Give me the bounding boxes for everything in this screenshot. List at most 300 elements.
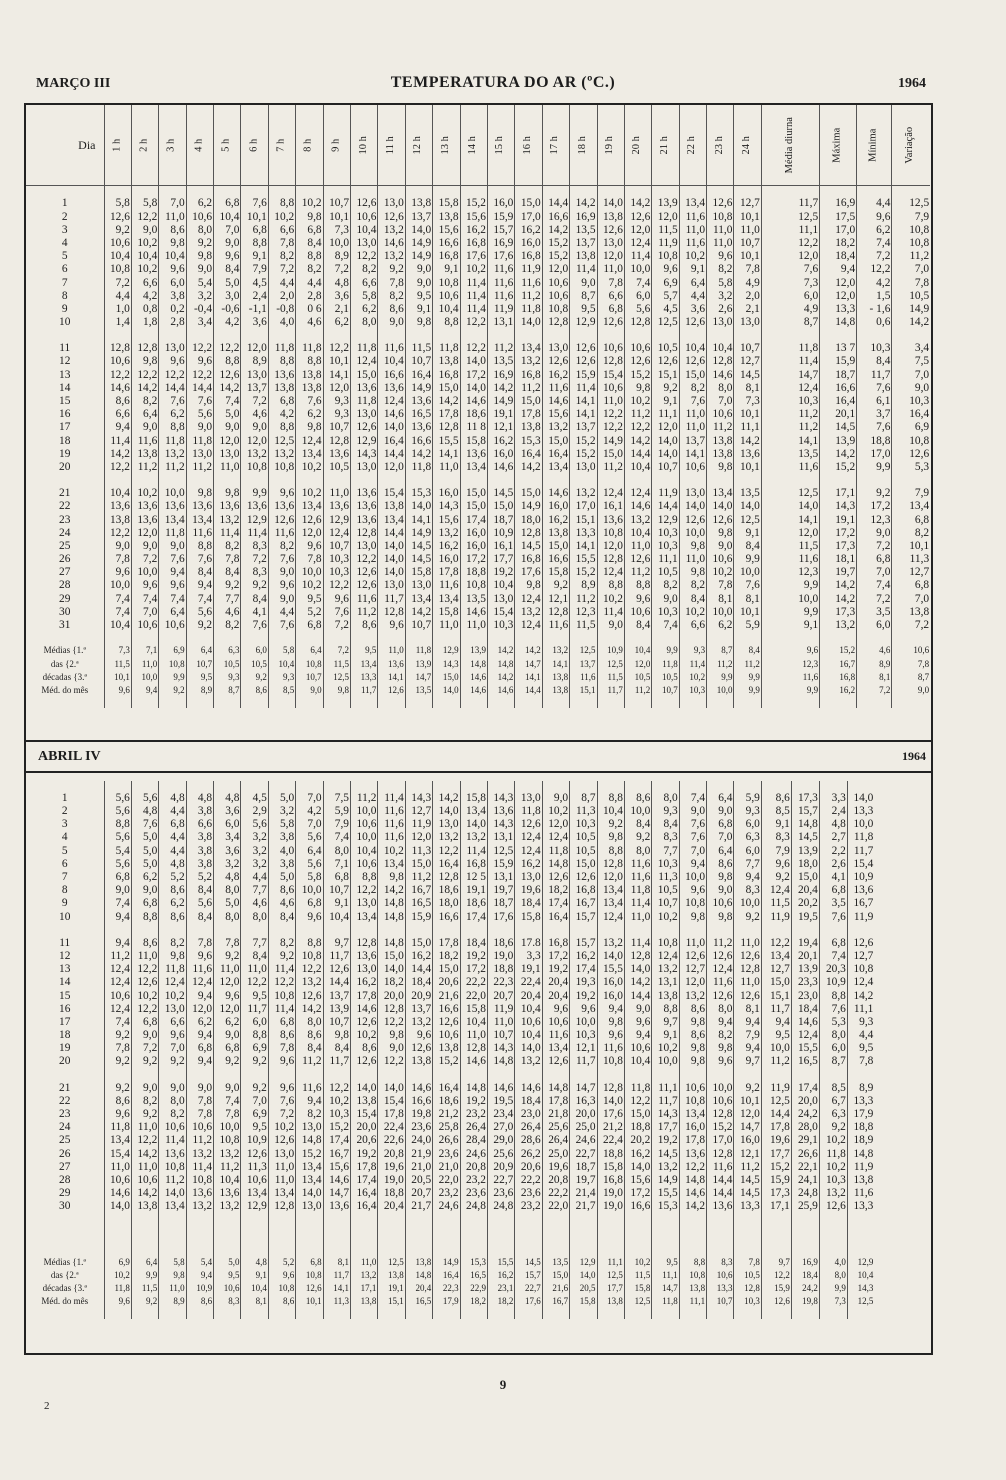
- value-cell: 6,2: [296, 408, 323, 421]
- spacer-cell: [707, 1069, 734, 1082]
- value-cell: 7,6: [268, 1095, 295, 1108]
- average-cell: 10,7: [652, 684, 679, 697]
- value-cell: 10,4: [159, 250, 186, 263]
- value-cell: 10,4: [515, 1029, 542, 1042]
- value-cell: 7,7: [214, 593, 241, 606]
- day-cell: 21: [59, 487, 71, 500]
- value-cell: 15,3: [652, 1200, 679, 1213]
- spacer-cell: [433, 1214, 460, 1256]
- average-cell: 13,8: [542, 684, 569, 697]
- value-cell: 13,3: [847, 805, 874, 818]
- value-cell: 7,4: [131, 593, 158, 606]
- average-cell: 10,5: [241, 658, 268, 671]
- spacer-cell: [104, 1069, 131, 1082]
- value-cell: 9,4: [104, 422, 131, 435]
- value-cell: 7,2: [241, 395, 268, 408]
- value-cell: 6,8: [892, 514, 930, 527]
- value-cell: 8,7: [819, 1056, 847, 1069]
- value-cell: 6,8: [214, 198, 241, 211]
- value-cell: 17,4: [460, 911, 487, 924]
- column-header: [296, 105, 323, 186]
- value-cell: 7,4: [624, 277, 651, 290]
- value-cell: 17,2: [624, 1187, 651, 1200]
- value-cell: 10,6: [159, 619, 186, 632]
- value-cell: 3,2: [241, 858, 268, 871]
- value-cell: 3,7: [857, 408, 892, 421]
- value-cell: 14,2: [131, 382, 158, 395]
- value-cell: 2,8: [296, 290, 323, 303]
- value-cell: 11,9: [487, 1003, 514, 1016]
- table-row: [26, 1187, 874, 1200]
- day-cell: 12: [59, 355, 71, 368]
- value-cell: 18,4: [515, 1095, 542, 1108]
- average-cell: 16,9: [791, 1256, 819, 1269]
- value-cell: 14,1: [433, 448, 460, 461]
- table-row: [26, 198, 930, 211]
- header-row: [26, 105, 930, 186]
- value-cell: 10,4: [597, 805, 624, 818]
- value-cell: 9,4: [820, 263, 857, 276]
- column-header-label: 1 h: [110, 138, 122, 152]
- value-cell: 7,3: [734, 395, 761, 408]
- value-cell: 3,6: [679, 303, 706, 316]
- average-cell: 24,2: [791, 1282, 819, 1295]
- value-cell: 16,8: [433, 250, 460, 263]
- spacer-cell: [351, 1214, 378, 1256]
- spacer-cell: [570, 781, 597, 792]
- spacer-cell: [515, 1214, 542, 1256]
- value-cell: 3,3: [819, 792, 847, 805]
- value-cell: 4,4: [241, 871, 268, 884]
- table-row: [26, 606, 930, 619]
- value-cell: 14,0: [679, 500, 706, 513]
- value-cell: 10,6: [624, 1042, 651, 1055]
- value-cell: 12,8: [433, 422, 460, 435]
- value-cell: 11,6: [707, 1161, 734, 1174]
- value-cell: 8,2: [679, 382, 706, 395]
- spacer-cell: [819, 1069, 847, 1082]
- value-cell: 19,1: [820, 514, 857, 527]
- value-cell: 12,5: [268, 435, 295, 448]
- value-cell: 12,0: [405, 832, 432, 845]
- value-cell: 20,4: [542, 976, 569, 989]
- value-cell: 14,5: [734, 369, 761, 382]
- average-cell: 8,7: [892, 671, 930, 684]
- value-cell: 19,6: [542, 1161, 569, 1174]
- value-cell: 0,6: [857, 316, 892, 329]
- spacer-cell: [26, 474, 104, 487]
- value-cell: 7,6: [734, 580, 761, 593]
- value-cell: 13,8: [405, 198, 432, 211]
- value-cell: 11,5: [652, 224, 679, 237]
- average-cell: 9,5: [186, 671, 213, 684]
- spacer-cell: [542, 924, 569, 937]
- value-cell: 13,0: [405, 580, 432, 593]
- value-cell: 7,8: [597, 277, 624, 290]
- value-cell: 12,8: [323, 435, 350, 448]
- value-cell: 15,8: [433, 198, 460, 211]
- value-cell: 12,2: [131, 1135, 158, 1148]
- value-cell: 11,9: [487, 303, 514, 316]
- value-cell: 16,6: [433, 911, 460, 924]
- value-cell: 3,2: [241, 845, 268, 858]
- average-cell: 12,5: [597, 658, 624, 671]
- spacer-cell: [761, 186, 819, 198]
- value-cell: 11,6: [597, 1042, 624, 1055]
- table-row: [26, 1135, 874, 1148]
- average-cell: 11,0: [159, 1282, 186, 1295]
- value-cell: 13,4: [296, 1161, 323, 1174]
- spacer-cell: [214, 781, 241, 792]
- average-cell: 15,7: [515, 1269, 542, 1282]
- spacer-cell: [707, 329, 734, 342]
- column-header: [679, 105, 706, 186]
- value-cell: 10,0: [734, 898, 761, 911]
- spacer-cell: [268, 1308, 295, 1319]
- spacer-cell: [597, 1214, 624, 1256]
- value-cell: 9,8: [378, 1029, 405, 1042]
- value-cell: 5,0: [131, 845, 158, 858]
- value-cell: 12,8: [597, 858, 624, 871]
- value-cell: 7,0: [241, 1095, 268, 1108]
- value-cell: 10,2: [378, 845, 405, 858]
- value-cell: 13,8: [847, 1174, 874, 1187]
- spacer-cell: [405, 1069, 432, 1082]
- value-cell: 1,0: [104, 303, 131, 316]
- value-cell: 6,8: [296, 224, 323, 237]
- value-cell: 11,8: [104, 1121, 131, 1134]
- value-cell: 6,4: [679, 277, 706, 290]
- value-cell: 14,4: [159, 382, 186, 395]
- value-cell: 17,0: [515, 211, 542, 224]
- column-header: [487, 105, 514, 186]
- value-cell: 7,7: [652, 845, 679, 858]
- value-cell: 7,0: [892, 263, 930, 276]
- value-cell: 16,9: [820, 198, 857, 211]
- value-cell: 6,2: [159, 898, 186, 911]
- value-cell: 23,6: [460, 1187, 487, 1200]
- value-cell: 14,0: [104, 1200, 131, 1213]
- value-cell: 10,1: [734, 211, 761, 224]
- value-cell: 13,8: [351, 1095, 378, 1108]
- value-cell: 9,0: [268, 566, 295, 579]
- value-cell: 12,6: [892, 448, 930, 461]
- value-cell: 10,3: [652, 540, 679, 553]
- column-header-label: 18 h: [576, 135, 588, 155]
- value-cell: 9,9: [241, 487, 268, 500]
- value-cell: 10,2: [323, 1095, 350, 1108]
- table-row: [26, 356, 930, 369]
- value-cell: 6,6: [159, 1016, 186, 1029]
- value-cell: 14,0: [652, 435, 679, 448]
- spacer-cell: [323, 924, 350, 937]
- value-cell: 15,3: [405, 487, 432, 500]
- value-cell: 12,6: [679, 950, 706, 963]
- value-cell: 10,4: [104, 619, 131, 632]
- value-cell: 8,4: [268, 911, 295, 924]
- value-cell: 16,6: [405, 1095, 432, 1108]
- value-cell: 11,2: [214, 1161, 241, 1174]
- value-cell: 14,4: [378, 448, 405, 461]
- spacer-cell: [159, 329, 186, 342]
- value-cell: 12,7: [734, 356, 761, 369]
- value-cell: 13 7: [820, 342, 857, 355]
- value-cell: 7,4: [104, 1016, 131, 1029]
- average-cell: 9,2: [241, 671, 268, 684]
- value-cell: 24,2: [791, 1108, 819, 1121]
- average-cell: 18,2: [487, 1295, 514, 1308]
- spacer-cell: [323, 186, 350, 198]
- value-cell: 13,2: [515, 356, 542, 369]
- value-cell: 6,8: [131, 898, 158, 911]
- average-cell: 12,9: [433, 644, 460, 657]
- value-cell: 12,9: [241, 514, 268, 527]
- value-cell: 6,0: [734, 845, 761, 858]
- value-cell: 8,0: [241, 911, 268, 924]
- value-cell: 17,8: [378, 1108, 405, 1121]
- average-cell: 9,0: [892, 684, 930, 697]
- value-cell: 21,2: [433, 1108, 460, 1121]
- column-header-label: 24 h: [740, 135, 752, 155]
- value-cell: 12,6: [433, 1016, 460, 1029]
- value-cell: 10,6: [542, 290, 569, 303]
- average-cell: 11,0: [351, 1256, 378, 1269]
- value-cell: 15,9: [761, 1174, 791, 1187]
- value-cell: 14,6: [515, 1082, 542, 1095]
- value-cell: 6,0: [857, 619, 892, 632]
- value-cell: 9,0: [268, 593, 295, 606]
- average-cell: 12,9: [847, 1256, 874, 1269]
- value-cell: 13,6: [734, 448, 761, 461]
- value-cell: 14,0: [405, 500, 432, 513]
- value-cell: 10,7: [487, 1029, 514, 1042]
- value-cell: 13,7: [679, 435, 706, 448]
- value-cell: 6,9: [241, 1108, 268, 1121]
- value-cell: 8,0: [624, 845, 651, 858]
- value-cell: 19,1: [487, 408, 514, 421]
- value-cell: 10,5: [323, 461, 350, 474]
- spacer-cell: [679, 186, 706, 198]
- average-cell: 10,0: [131, 671, 158, 684]
- value-cell: 10,0: [679, 871, 706, 884]
- average-cell: 15,3: [460, 1256, 487, 1269]
- value-cell: 10,3: [570, 818, 597, 831]
- value-cell: 7,2: [268, 263, 295, 276]
- spacer-cell: [186, 924, 213, 937]
- value-cell: 12,5: [652, 316, 679, 329]
- value-cell: 29,1: [791, 1135, 819, 1148]
- value-cell: 6,2: [323, 316, 350, 329]
- value-cell: 12,6: [351, 566, 378, 579]
- value-cell: 8,6: [378, 303, 405, 316]
- column-header-label: 4 h: [193, 138, 205, 152]
- value-cell: 9,6: [159, 263, 186, 276]
- value-cell: 6,6: [104, 408, 131, 421]
- spacer-cell: [26, 1308, 104, 1319]
- value-cell: 13,6: [186, 500, 213, 513]
- value-cell: 13,6: [460, 448, 487, 461]
- value-cell: 8,4: [857, 356, 892, 369]
- value-cell: 11,9: [515, 263, 542, 276]
- value-cell: 13,0: [296, 1121, 323, 1134]
- spacer-cell: [597, 474, 624, 487]
- value-cell: 7,8: [104, 553, 131, 566]
- value-cell: 9,4: [186, 1056, 213, 1069]
- value-cell: 5,6: [186, 898, 213, 911]
- spacer-cell: [323, 632, 350, 644]
- value-cell: 2,4: [819, 805, 847, 818]
- value-cell: 11,2: [624, 408, 651, 421]
- spacer-row: [26, 781, 874, 792]
- value-cell: 13,8: [433, 356, 460, 369]
- value-cell: 8,0: [819, 1029, 847, 1042]
- value-cell: 8,4: [186, 566, 213, 579]
- value-cell: 12,8: [707, 356, 734, 369]
- value-cell: 7,2: [104, 277, 131, 290]
- value-cell: 11,0: [679, 553, 706, 566]
- value-cell: 19,2: [351, 1148, 378, 1161]
- average-cell: 6,3: [214, 644, 241, 657]
- value-cell: 9,0: [652, 593, 679, 606]
- value-cell: 16,6: [433, 1003, 460, 1016]
- value-cell: 10,2: [351, 1029, 378, 1042]
- spacer-row: [26, 697, 930, 708]
- value-cell: 16,6: [820, 382, 857, 395]
- value-cell: 14,0: [378, 1082, 405, 1095]
- value-cell: 6,8: [296, 898, 323, 911]
- column-header-label: 19 h: [603, 135, 615, 155]
- spacer-row: [26, 329, 930, 342]
- average-cell: 9,5: [214, 1269, 241, 1282]
- value-cell: 18,9: [847, 1135, 874, 1148]
- value-cell: 15,4: [378, 1095, 405, 1108]
- value-cell: 6,8: [241, 224, 268, 237]
- value-cell: 10,6: [131, 1174, 158, 1187]
- average-cell: 12,5: [323, 671, 350, 684]
- spacer-cell: [241, 1069, 268, 1082]
- value-cell: 22,0: [542, 1200, 569, 1213]
- value-cell: 8,6: [159, 911, 186, 924]
- spacer-cell: [515, 1069, 542, 1082]
- average-cell: 10,9: [186, 1282, 213, 1295]
- value-cell: 13,6: [323, 448, 350, 461]
- value-cell: 4,5: [652, 303, 679, 316]
- value-cell: 12,0: [378, 461, 405, 474]
- value-cell: 17,9: [847, 1108, 874, 1121]
- value-cell: 10,4: [104, 250, 131, 263]
- value-cell: 6,2: [214, 1016, 241, 1029]
- value-cell: 4,4: [268, 606, 295, 619]
- value-cell: 16,9: [570, 211, 597, 224]
- table-row: [26, 448, 930, 461]
- value-cell: 12,8: [542, 316, 569, 329]
- value-cell: 11,8: [515, 303, 542, 316]
- spacer-cell: [351, 1308, 378, 1319]
- value-cell: 15,4: [104, 1148, 131, 1161]
- value-cell: 10,6: [104, 1174, 131, 1187]
- day-cell: 27: [59, 1160, 71, 1173]
- value-cell: 10,3: [570, 1029, 597, 1042]
- value-cell: 12,2: [460, 342, 487, 355]
- value-cell: 13,4: [892, 500, 930, 513]
- average-cell: 11,5: [104, 658, 131, 671]
- spacer-cell: [159, 924, 186, 937]
- value-cell: 12,1: [542, 593, 569, 606]
- value-cell: 26,4: [460, 1121, 487, 1134]
- value-cell: 12,4: [761, 382, 819, 395]
- value-cell: 5,6: [104, 832, 131, 845]
- value-cell: 6,8: [268, 395, 295, 408]
- spacer-cell: [819, 1308, 847, 1319]
- value-cell: 11,2: [131, 461, 158, 474]
- average-cell: 9,6: [761, 644, 819, 657]
- spacer-row: [26, 1069, 874, 1082]
- value-cell: 10,3: [857, 342, 892, 355]
- value-cell: 14,9: [652, 1174, 679, 1187]
- value-cell: 14,0: [351, 1082, 378, 1095]
- table-row: [26, 566, 930, 579]
- value-cell: 12,0: [241, 435, 268, 448]
- value-cell: 10,2: [652, 1042, 679, 1055]
- value-cell: 15,7: [487, 224, 514, 237]
- value-cell: 9,8: [679, 1056, 706, 1069]
- value-cell: 13,6: [268, 500, 295, 513]
- spacer-cell: [296, 632, 323, 644]
- value-cell: 5,2: [186, 871, 213, 884]
- value-cell: 7,7: [241, 937, 268, 950]
- value-cell: 16,0: [597, 976, 624, 989]
- average-cell: 17,7: [597, 1282, 624, 1295]
- value-cell: 14,7: [570, 1082, 597, 1095]
- value-cell: 15,8: [433, 606, 460, 619]
- table-row: [26, 224, 930, 237]
- spacer-cell: [734, 329, 761, 342]
- value-cell: 7,9: [734, 1029, 761, 1042]
- value-cell: 8,2: [679, 580, 706, 593]
- value-cell: 10,0: [351, 805, 378, 818]
- value-cell: 14,6: [405, 1082, 432, 1095]
- average-cell: 11,8: [405, 644, 432, 657]
- value-cell: 7,6: [857, 422, 892, 435]
- table-row: [26, 277, 930, 290]
- value-cell: 7,6: [819, 1003, 847, 1016]
- spacer-cell: [378, 1214, 405, 1256]
- value-cell: 11,2: [351, 606, 378, 619]
- value-cell: 9,0: [131, 422, 158, 435]
- value-cell: 21,0: [433, 1161, 460, 1174]
- value-cell: 14,9: [405, 250, 432, 263]
- spacer-cell: [542, 632, 569, 644]
- spacer-cell: [624, 781, 651, 792]
- spacer-cell: [487, 924, 514, 937]
- spacer-cell: [241, 1214, 268, 1256]
- value-cell: 9,6: [268, 1056, 295, 1069]
- average-cell: 9,3: [214, 671, 241, 684]
- spacer-row: [26, 1214, 874, 1256]
- value-cell: 16,2: [542, 514, 569, 527]
- value-cell: 12,0: [597, 871, 624, 884]
- average-cell: 12,3: [761, 658, 819, 671]
- value-cell: 14,9: [487, 395, 514, 408]
- value-cell: 15,2: [460, 198, 487, 211]
- spacer-cell: [405, 474, 432, 487]
- value-cell: 14,2: [378, 884, 405, 897]
- value-cell: 15,2: [624, 369, 651, 382]
- spacer-cell: [734, 924, 761, 937]
- value-cell: 7,2: [323, 619, 350, 632]
- value-cell: 13,7: [405, 1003, 432, 1016]
- value-cell: 14,1: [570, 408, 597, 421]
